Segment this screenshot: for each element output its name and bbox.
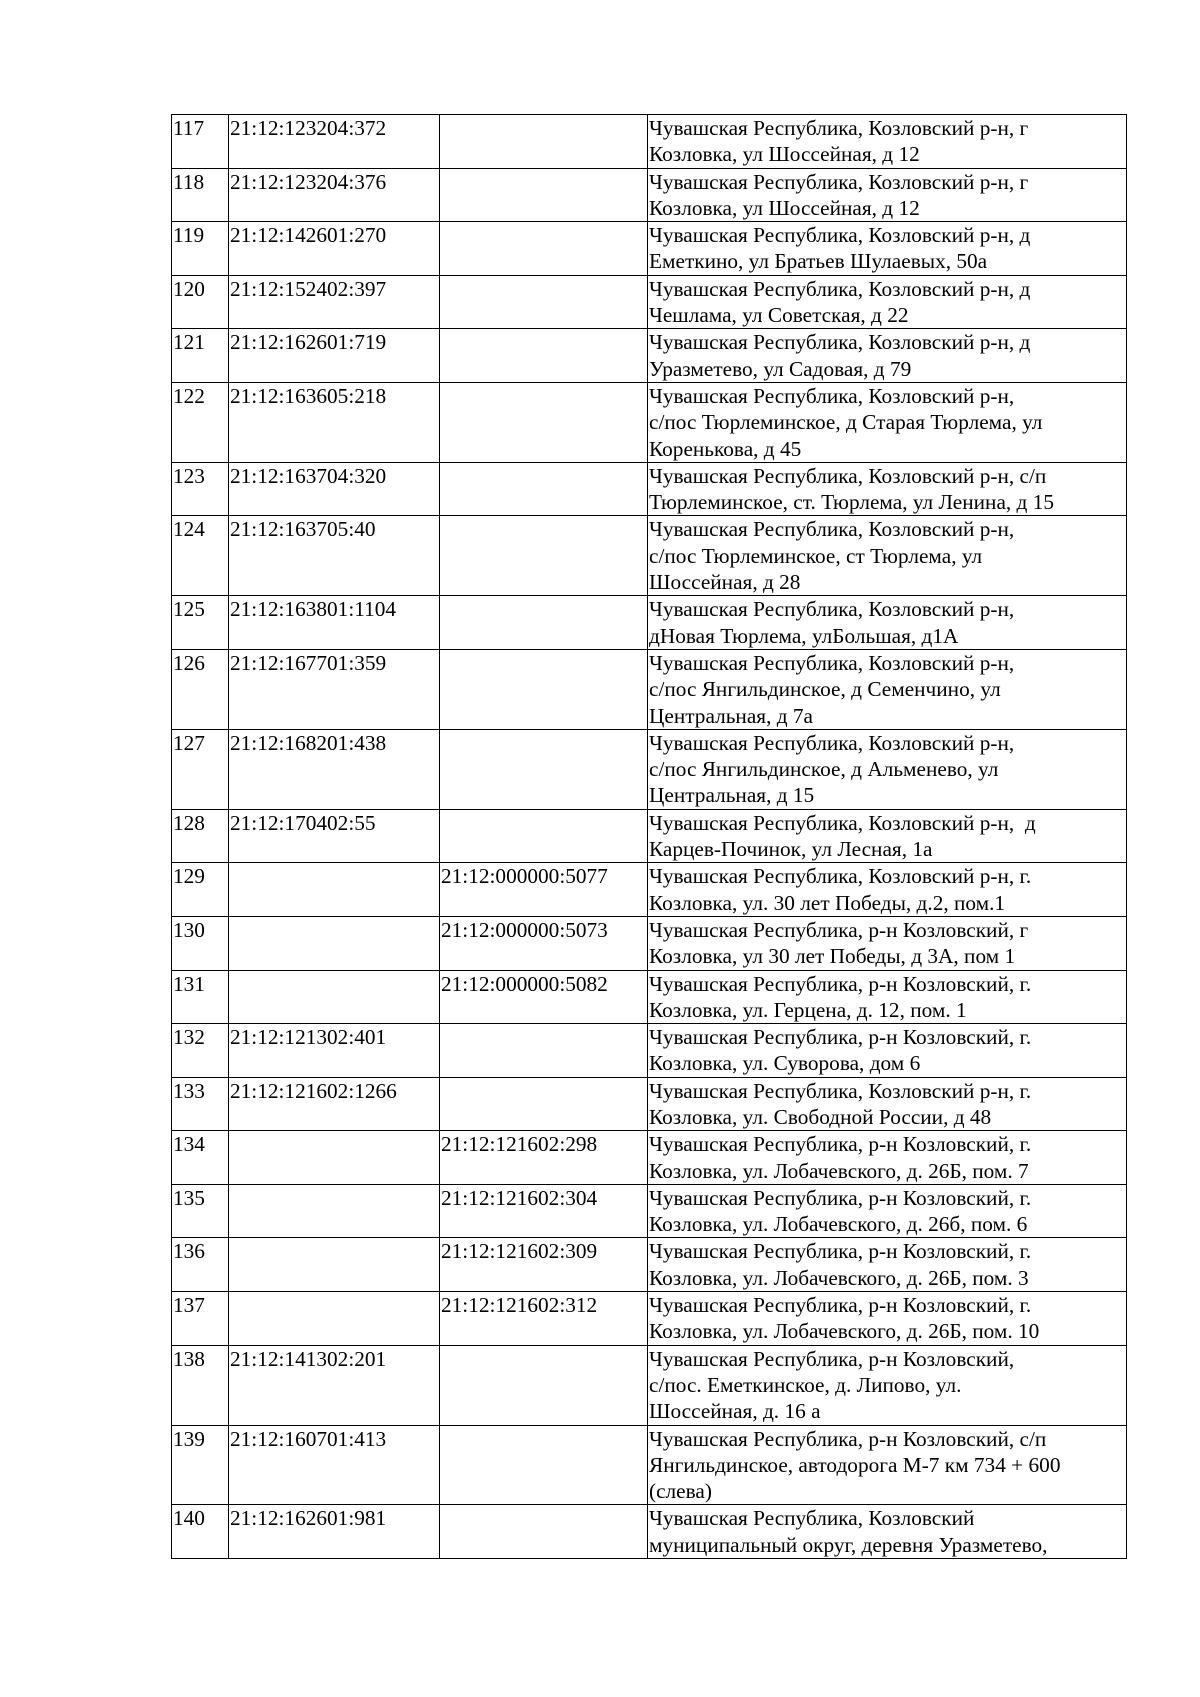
room-cadastral-number bbox=[440, 115, 648, 169]
address-line: Козловка, ул. Суворова, дом 6 bbox=[649, 1051, 921, 1076]
table-row bbox=[172, 809, 1127, 863]
address-line: Чувашская Республика, Козловский р-н, г. bbox=[649, 864, 1032, 889]
address-line: Шоссейная, д 28 bbox=[649, 570, 801, 595]
address-line: Чувашская Республика, Козловский р-н, д bbox=[649, 223, 1031, 248]
address-line: Козловка, ул. Лобачевского, д. 26Б, пом. 10 bbox=[649, 1319, 1040, 1344]
address-line: с/пос Тюрлеминское, д Старая Тюрлема, ул bbox=[649, 410, 1043, 435]
room-cadastral-number: 21:12:000000:5082 bbox=[440, 970, 648, 1024]
room-cadastral-number: 21:12:000000:5077 bbox=[440, 863, 648, 917]
table-row bbox=[172, 1505, 1127, 1559]
address bbox=[648, 1238, 1127, 1292]
address-line: Чешлама, ул Советская, д 22 bbox=[649, 303, 909, 328]
address-line: Чувашская Республика, Козловский bbox=[649, 1506, 975, 1531]
room-cadastral-number bbox=[440, 329, 648, 383]
table-row bbox=[172, 970, 1127, 1024]
address bbox=[648, 1505, 1127, 1559]
room-cadastral-number bbox=[440, 1505, 648, 1559]
table-row bbox=[172, 596, 1127, 650]
table-row bbox=[172, 1077, 1127, 1131]
address-line: Козловка, ул. 30 лет Победы, д.2, пом.1 bbox=[649, 890, 1006, 915]
address bbox=[648, 462, 1127, 516]
room-cadastral-number: 21:12:121602:304 bbox=[440, 1184, 648, 1238]
table-row bbox=[172, 863, 1127, 917]
address-line: Чувашская Республика, Козловский р-н, д bbox=[649, 810, 1036, 835]
address bbox=[648, 516, 1127, 596]
table-row bbox=[172, 729, 1127, 809]
table-row bbox=[172, 382, 1127, 462]
address bbox=[648, 1024, 1127, 1078]
address-line: Чувашская Республика, Козловский р-н, г bbox=[649, 116, 1029, 140]
row-number: 131 bbox=[172, 970, 229, 1024]
table-row bbox=[172, 1425, 1127, 1505]
room-cadastral-number bbox=[440, 1425, 648, 1505]
address-line: Еметкино, ул Братьев Шулаевых, 50а bbox=[649, 249, 988, 274]
row-number: 117 bbox=[172, 115, 229, 169]
room-cadastral-number bbox=[440, 222, 648, 276]
address-line: Янгильдинское, автодорога М-7 км 734 + 600 bbox=[649, 1452, 1061, 1477]
address-line: с/пос Янгильдинское, д Семенчино, ул bbox=[649, 677, 1001, 702]
row-number: 125 bbox=[172, 596, 229, 650]
cadastral-number bbox=[229, 970, 440, 1024]
cadastral-number: 21:12:163704:320 bbox=[229, 462, 440, 516]
address bbox=[648, 1425, 1127, 1505]
address-line: Чувашская Республика, Козловский р-н, bbox=[649, 597, 1015, 622]
row-number: 126 bbox=[172, 649, 229, 729]
address bbox=[648, 970, 1127, 1024]
address bbox=[648, 382, 1127, 462]
room-cadastral-number bbox=[440, 516, 648, 596]
room-cadastral-number: 21:12:121602:309 bbox=[440, 1238, 648, 1292]
address bbox=[648, 168, 1127, 222]
table-row bbox=[172, 329, 1127, 383]
room-cadastral-number bbox=[440, 596, 648, 650]
address-line: Чувашская Республика, р-н Козловский, г. bbox=[649, 1185, 1032, 1210]
room-cadastral-number bbox=[440, 168, 648, 222]
cadastral-number bbox=[229, 1238, 440, 1292]
cadastral-number bbox=[229, 916, 440, 970]
address bbox=[648, 809, 1127, 863]
address-line: Козловка, ул. Герцена, д. 12, пом. 1 bbox=[649, 997, 967, 1022]
address-line: Чувашская Республика, р-н Козловский, bbox=[649, 1346, 1015, 1371]
table-row bbox=[172, 916, 1127, 970]
address-line: (слева) bbox=[649, 1479, 712, 1504]
cadastral-number: 21:12:168201:438 bbox=[229, 729, 440, 809]
row-number: 135 bbox=[172, 1184, 229, 1238]
address-line: с/пос Тюрлеминское, ст Тюрлема, ул bbox=[649, 543, 983, 568]
cadastral-number: 21:12:121302:401 bbox=[229, 1024, 440, 1078]
room-cadastral-number bbox=[440, 649, 648, 729]
row-number: 139 bbox=[172, 1425, 229, 1505]
room-cadastral-number bbox=[440, 382, 648, 462]
table-row bbox=[172, 1345, 1127, 1425]
row-number: 120 bbox=[172, 275, 229, 329]
table-row bbox=[172, 115, 1127, 169]
address-line: с/пос Янгильдинское, д Альменево, ул bbox=[649, 757, 999, 782]
row-number: 122 bbox=[172, 382, 229, 462]
address-line: Центральная, д 15 bbox=[649, 783, 815, 808]
address-line: Козловка, ул Шоссейная, д 12 bbox=[649, 142, 920, 167]
room-cadastral-number bbox=[440, 729, 648, 809]
address-line: Чувашская Республика, Козловский р-н, д bbox=[649, 276, 1031, 301]
cadastral-number: 21:12:123204:376 bbox=[229, 168, 440, 222]
address bbox=[648, 729, 1127, 809]
cadastral-number bbox=[229, 863, 440, 917]
address-line: муниципальный округ, деревня Уразметево, bbox=[649, 1532, 1048, 1557]
address-line: дНовая Тюрлема, улБольшая, д1А bbox=[649, 623, 959, 648]
row-number: 134 bbox=[172, 1131, 229, 1185]
row-number: 121 bbox=[172, 329, 229, 383]
address-line: Чувашская Республика, Козловский р-н, bbox=[649, 650, 1015, 675]
property-table bbox=[171, 114, 1127, 1559]
cadastral-number: 21:12:167701:359 bbox=[229, 649, 440, 729]
room-cadastral-number: 21:12:121602:312 bbox=[440, 1292, 648, 1346]
address-line: Козловка, ул Шоссейная, д 12 bbox=[649, 195, 920, 220]
address bbox=[648, 916, 1127, 970]
address bbox=[648, 1345, 1127, 1425]
row-number: 128 bbox=[172, 809, 229, 863]
address-line: Чувашская Республика, Козловский р-н, bbox=[649, 730, 1015, 755]
row-number: 133 bbox=[172, 1077, 229, 1131]
address-line: Чувашская Республика, Козловский р-н, bbox=[649, 383, 1015, 408]
address-line: Коренькова, д 45 bbox=[649, 436, 802, 461]
table-row bbox=[172, 1131, 1127, 1185]
address-line: Козловка, ул 30 лет Победы, д 3А, пом 1 bbox=[649, 944, 1016, 969]
table-body bbox=[172, 115, 1127, 1559]
row-number: 130 bbox=[172, 916, 229, 970]
address-line: Уразметево, ул Садовая, д 79 bbox=[649, 356, 912, 381]
address-line: Чувашская Республика, р-н Козловский, г. bbox=[649, 1293, 1032, 1318]
address bbox=[648, 1184, 1127, 1238]
address bbox=[648, 1292, 1127, 1346]
address-line: Чувашская Республика, р-н Козловский, с/п bbox=[649, 1426, 1047, 1451]
row-number: 124 bbox=[172, 516, 229, 596]
address bbox=[648, 1131, 1127, 1185]
row-number: 119 bbox=[172, 222, 229, 276]
table-row bbox=[172, 1292, 1127, 1346]
address-line: Чувашская Республика, р-н Козловский, г. bbox=[649, 1239, 1032, 1264]
cadastral-number: 21:12:123204:372 bbox=[229, 115, 440, 169]
row-number: 140 bbox=[172, 1505, 229, 1559]
address bbox=[648, 329, 1127, 383]
room-cadastral-number bbox=[440, 809, 648, 863]
address-line: Чувашская Республика, р-н Козловский, г. bbox=[649, 1025, 1032, 1050]
room-cadastral-number bbox=[440, 1077, 648, 1131]
room-cadastral-number: 21:12:000000:5073 bbox=[440, 916, 648, 970]
cadastral-number: 21:12:121602:1266 bbox=[229, 1077, 440, 1131]
address bbox=[648, 275, 1127, 329]
room-cadastral-number bbox=[440, 275, 648, 329]
table-row bbox=[172, 168, 1127, 222]
address-line: Чувашская Республика, р-н Козловский, г bbox=[649, 917, 1029, 942]
cadastral-number: 21:12:142601:270 bbox=[229, 222, 440, 276]
table-row bbox=[172, 649, 1127, 729]
cadastral-number: 21:12:162601:719 bbox=[229, 329, 440, 383]
address-line: Козловка, ул. Лобачевского, д. 26Б, пом. 3 bbox=[649, 1265, 1029, 1290]
table-row bbox=[172, 222, 1127, 276]
cadastral-number: 21:12:162601:981 bbox=[229, 1505, 440, 1559]
address bbox=[648, 649, 1127, 729]
address-line: Чувашская Республика, р-н Козловский, г. bbox=[649, 1132, 1032, 1157]
address-line: Чувашская Республика, Козловский р-н, с/п bbox=[649, 463, 1047, 488]
room-cadastral-number bbox=[440, 1024, 648, 1078]
address-line: Козловка, ул. Лобачевского, д. 26б, пом. 6 bbox=[649, 1212, 1028, 1237]
cadastral-number: 21:12:163705:40 bbox=[229, 516, 440, 596]
cadastral-number: 21:12:141302:201 bbox=[229, 1345, 440, 1425]
address-line: Чувашская Республика, р-н Козловский, г. bbox=[649, 971, 1032, 996]
address-line: Чувашская Республика, Козловский р-н, г bbox=[649, 169, 1029, 194]
table-row bbox=[172, 1238, 1127, 1292]
table-row bbox=[172, 1184, 1127, 1238]
cadastral-number: 21:12:170402:55 bbox=[229, 809, 440, 863]
table-row bbox=[172, 275, 1127, 329]
table-row bbox=[172, 462, 1127, 516]
address bbox=[648, 115, 1127, 169]
room-cadastral-number: 21:12:121602:298 bbox=[440, 1131, 648, 1185]
cadastral-number: 21:12:163605:218 bbox=[229, 382, 440, 462]
address bbox=[648, 222, 1127, 276]
row-number: 129 bbox=[172, 863, 229, 917]
row-number: 137 bbox=[172, 1292, 229, 1346]
cadastral-number: 21:12:152402:397 bbox=[229, 275, 440, 329]
address-line: Чувашская Республика, Козловский р-н, bbox=[649, 517, 1015, 542]
address-line: с/пос. Еметкинское, д. Липово, ул. bbox=[649, 1372, 962, 1397]
row-number: 123 bbox=[172, 462, 229, 516]
address-line: Козловка, ул. Лобачевского, д. 26Б, пом. 7 bbox=[649, 1158, 1029, 1183]
cadastral-number: 21:12:163801:1104 bbox=[229, 596, 440, 650]
address bbox=[648, 1077, 1127, 1131]
address-line: Шоссейная, д. 16 а bbox=[649, 1399, 821, 1424]
row-number: 136 bbox=[172, 1238, 229, 1292]
room-cadastral-number bbox=[440, 1345, 648, 1425]
address-line: Чувашская Республика, Козловский р-н, д bbox=[649, 330, 1031, 355]
room-cadastral-number bbox=[440, 462, 648, 516]
address bbox=[648, 596, 1127, 650]
row-number: 132 bbox=[172, 1024, 229, 1078]
cadastral-number bbox=[229, 1131, 440, 1185]
cadastral-number: 21:12:160701:413 bbox=[229, 1425, 440, 1505]
address-line: Чувашская Республика, Козловский р-н, г. bbox=[649, 1078, 1032, 1103]
row-number: 118 bbox=[172, 168, 229, 222]
address-line: Карцев-Починок, ул Лесная, 1а bbox=[649, 837, 933, 862]
address-line: Козловка, ул. Свободной России, д 48 bbox=[649, 1104, 992, 1129]
cadastral-number bbox=[229, 1184, 440, 1238]
address bbox=[648, 863, 1127, 917]
cadastral-number bbox=[229, 1292, 440, 1346]
table-row bbox=[172, 1024, 1127, 1078]
table-row bbox=[172, 516, 1127, 596]
address-line: Тюрлеминское, ст. Тюрлема, ул Ленина, д 15 bbox=[649, 490, 1055, 515]
row-number: 138 bbox=[172, 1345, 229, 1425]
row-number: 127 bbox=[172, 729, 229, 809]
address-line: Центральная, д 7а bbox=[649, 703, 813, 728]
